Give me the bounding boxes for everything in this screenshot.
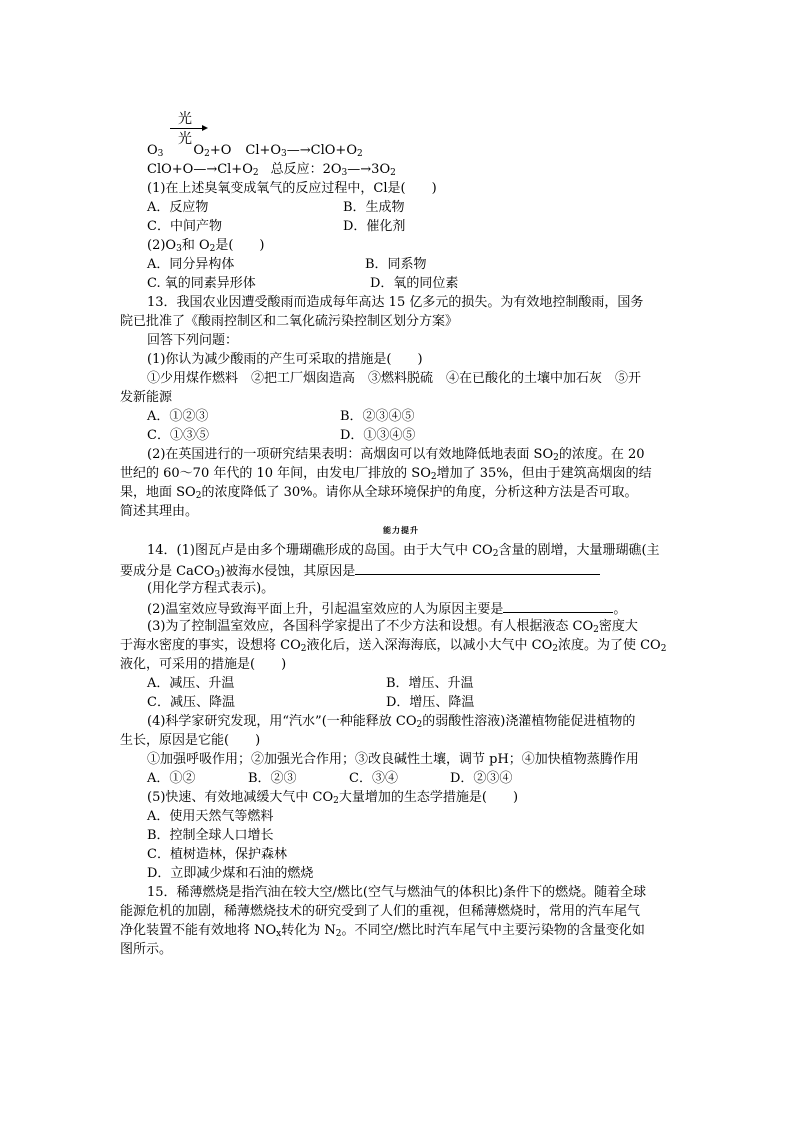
q12-p2-option-d: D．氧的同位素 [370, 276, 459, 291]
reaction-arrow [170, 128, 204, 129]
q14-part3-line-3: 液化，可采用的措施是( ) [120, 657, 287, 672]
light-label-bottom: 光 [178, 131, 192, 147]
q15-line-4: 图所示。 [120, 942, 173, 957]
q14-p3-option-c: C．减压、降温 [147, 695, 235, 710]
q14-p4-option-a: A．①② [147, 771, 196, 786]
reaction-arrowhead [202, 125, 208, 131]
q13-part2-line-4: 简述其理由。 [120, 504, 199, 519]
q15-line-1: 15．稀薄燃烧是指汽油在较大空/燃比(空气与燃油气的体积比)条件下的燃烧。随着全球 [147, 885, 647, 900]
q14-part3-line-1: (3)为了控制温室效应，各国科学家提出了不少方法和设想。有人根据液态 $CO_2$密度大 [147, 619, 638, 635]
reaction-line-1: $O_3$ $O_2+O$ $Cl+O_3—\to ClO+O_2$ [147, 143, 363, 159]
q14-p5-option-a: A．使用天然气等燃料 [147, 809, 274, 824]
q14-part1-line-2: 要成分是 CaCO$_3$)被海水侵蚀，其原因是 [120, 561, 600, 581]
q14-p5-option-b: B．控制全球人口增长 [147, 828, 274, 843]
q13-p1-option-d: D．①③④⑤ [340, 428, 416, 443]
q14-p1-answer-blank[interactable] [355, 561, 600, 575]
q12-p2-option-c: C. 氧的同素异形体 [147, 276, 256, 291]
q14-part1-line-3: (用化学方程式表示)。 [147, 581, 275, 596]
q13-line-2: 院已批准了《酸雨控制区和二氧化硫污染控制区划分方案》 [120, 314, 459, 329]
q12-part2: $(2)O_3$和 $O_2$是( ) [147, 238, 265, 254]
q13-p1-option-a: A．①②③ [147, 409, 209, 424]
q14-p3-option-a: A．减压、升温 [147, 676, 235, 691]
reaction-line-2: $ClO+O—\to Cl+O_2$ 总反应：$2O_3—\to 3O_2$ [147, 162, 396, 178]
q14-p3-option-b: B．增压、升温 [386, 676, 474, 691]
q15-line-2: 能源危机的加剧，稀薄燃烧技术的研究受到了人们的重视，但稀薄燃烧时，常用的汽车尾气 [120, 904, 641, 919]
q12-p1-option-c: C．中间产物 [147, 219, 222, 234]
q14-part4-line-2: 生长，原因是它能( ) [120, 733, 261, 748]
q12-p1-option-d: D．催化剂 [343, 219, 406, 234]
q14-p2-answer-blank[interactable] [503, 599, 613, 613]
q14-part4-line-1: (4)科学家研究发现，用“汽水”(一种能释放 $CO_2$的弱酸性溶液)浇灌植物能促进植物的 [147, 714, 636, 730]
q13-p1-option-c: C．①③⑤ [147, 428, 209, 443]
q14-p5-option-d: D．立即减少煤和石油的燃烧 [147, 866, 314, 881]
q12-part1: (1)在上述臭氧变成氧气的反应过程中，Cl是( ) [147, 181, 437, 196]
q14-p4-items: ①加强呼吸作用；②加强光合作用；③改良碱性土壤，调节 pH；④加快植物蒸腾作用 [147, 752, 639, 767]
q12-p1-option-b: B．生成物 [343, 200, 405, 215]
q13-part2-line-3: 果，地面 $SO_2$的浓度降低了 30%。请你从全球环境保护的角度，分析这种方法是否可取。 [120, 485, 638, 501]
q14-part1-line-1: 14．(1)图瓦卢是由多个珊瑚礁形成的岛国。由于大气中 $CO_2$含量的剧增，大量珊瑚礁(主 [147, 543, 660, 559]
q13-p1-items-cont: 发新能源 [120, 390, 173, 405]
q13-part2-line-1: (2)在英国进行的一项研究结果表明：高烟囱可以有效地降低地表面 $SO_2$的浓度。在 20 [147, 447, 645, 463]
q13-p1-option-b: B．②③④⑤ [340, 409, 415, 424]
q13-line-3: 回答下列问题： [147, 333, 239, 348]
q12-p2-option-b: B．同系物 [365, 257, 427, 272]
q13-part2-line-2: 世纪的 60～70 年代的 10 年间，由发电厂排放的 $SO_2$增加了 35%，但由于建筑高烟囱的结 [120, 466, 652, 482]
section-title: 能力提升 [383, 525, 419, 535]
q12-p2-option-a: A．同分异构体 [147, 257, 235, 272]
q13-part1: (1)你认为减少酸雨的产生可采取的措施是( ) [147, 352, 423, 367]
q14-p3-option-d: D．增压、降温 [386, 695, 475, 710]
q14-part5: (5)快速、有效地减缓大气中 $CO_2$大量增加的生态学措施是( ) [147, 790, 519, 806]
q14-part3-line-2: 于海水密度的事实，设想将 $CO_2$液化后，送入深海海底，以减小大气中 $CO_2$浓度。为了使 $CO_2$ [120, 638, 667, 654]
q14-p5-option-c: C．植树造林，保护森林 [147, 847, 287, 862]
q14-p4-option-b: B．②③ [248, 771, 297, 786]
q13-p1-items: ①少用煤作燃料 ②把工厂烟囱造高 ③燃料脱硫 ④在已酸化的土壤中加石灰 ⑤开 [147, 371, 642, 386]
q14-p4-option-c: C．③④ [349, 771, 398, 786]
light-label-top: 光 [178, 111, 192, 127]
q12-p1-option-a: A．反应物 [147, 200, 209, 215]
q14-part2: (2)温室效应导致海平面上升，引起温室效应的人为原因主要是 。 [147, 599, 626, 619]
q13-line-1: 13．我国农业因遭受酸雨而造成每年高达 15 亿多元的损失。为有效地控制酸雨，国务 [147, 295, 644, 310]
q15-line-3: 净化装置不能有效地将 $NO_x$转化为 $N_2$。不同空/燃比时汽车尾气中主要污染物的含量变化如 [120, 923, 645, 939]
q14-p4-option-d: D．②③④ [450, 771, 513, 786]
